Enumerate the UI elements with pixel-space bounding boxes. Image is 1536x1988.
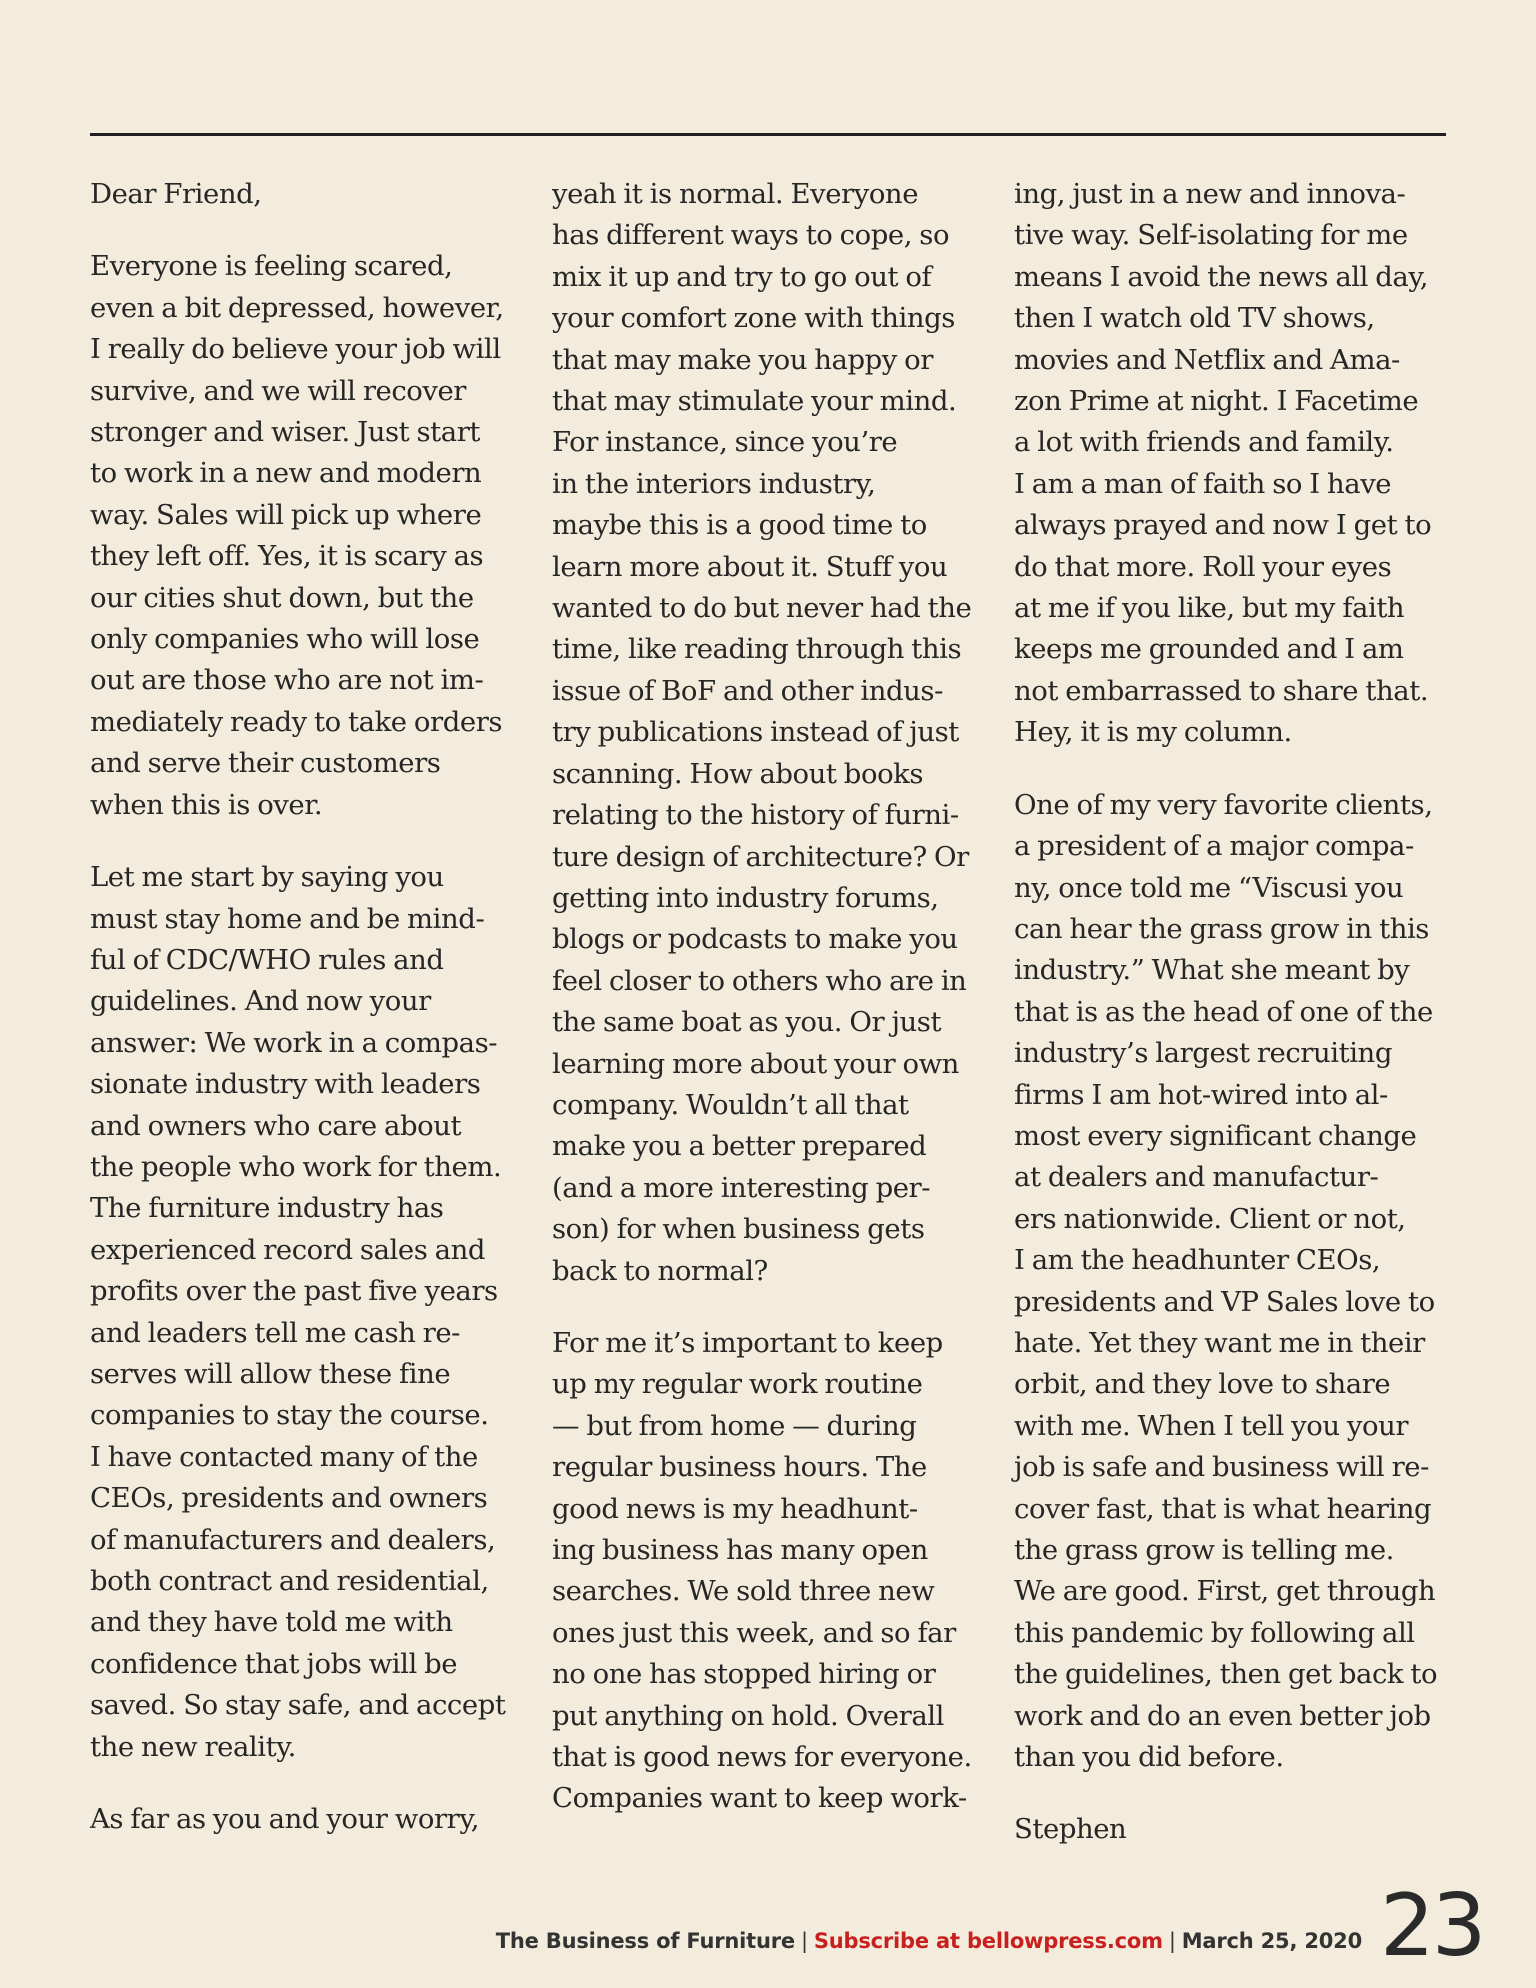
article-paragraph [1014,1809,1458,1850]
text-line: and they have told me with [90,1606,453,1639]
text-line: that may stimulate your mind. [552,385,957,418]
text-line: industry’s largest recruiting [1014,1037,1392,1070]
text-line: to work in a new and modern [90,457,482,490]
article-paragraph [552,174,996,1292]
text-line: relating to the history of furni- [552,799,959,832]
text-line: CEOs, presidents and owners [90,1482,488,1515]
text-line: good news is my headhunt- [552,1492,918,1525]
text-line: back to normal? [552,1254,768,1287]
text-line: I am the headhunter CEOs, [1014,1244,1381,1277]
text-line: I really do believe your job will [90,333,501,366]
text-line: with me. When I tell you your [1014,1409,1409,1442]
text-line: ture design of architecture? Or [552,840,969,873]
text-line: a lot with friends and family. [1014,426,1394,459]
article-column-3 [1014,174,1458,1882]
text-line: For me it’s important to keep [552,1326,943,1359]
text-line: Stephen [1014,1813,1127,1846]
text-line: they left off. Yes, it is scary as [90,540,484,573]
text-line: getting into industry forums, [552,881,939,914]
text-line: survive, and we will recover [90,374,467,407]
text-line: companies to stay the course. [90,1399,489,1432]
text-line: in the interiors industry, [552,467,876,500]
article-paragraph [1014,174,1458,754]
text-line: way. Sales will pick up where [90,498,482,531]
text-line: — but from home — during [552,1409,917,1442]
footer-credits [496,1929,1362,1953]
text-line: only companies who will lose [90,623,480,656]
text-line: the people who work for them. [90,1150,502,1183]
issue-date: March 25, 2020 [1181,1929,1362,1953]
text-line: cover fast, that is what hearing [1014,1492,1432,1525]
text-line: For instance, since you’re [552,426,898,459]
text-line: (and a more interesting per- [552,1171,931,1204]
text-line: learn more about it. Stuff you [552,550,948,583]
text-line: the guidelines, then get back to [1014,1658,1438,1691]
text-line: I am a man of faith so I have [1014,467,1392,500]
text-line: sionate industry with leaders [90,1068,481,1101]
text-line: this pandemic by following all [1014,1616,1415,1649]
text-line: Dear Friend, [90,178,262,210]
text-line: put anything on hold. Overall [552,1699,944,1732]
text-line: son) for when business gets [552,1213,925,1246]
text-line: presidents and VP Sales love to [1014,1285,1435,1318]
text-line: ers nationwide. Client or not, [1014,1202,1406,1235]
text-line: One of my very favorite clients, [1014,788,1433,821]
text-line: yeah it is normal. Everyone [552,178,919,210]
text-line: our cities shut down, but the [90,581,474,614]
text-line: of manufacturers and dealers, [90,1523,496,1556]
article-paragraph [90,174,534,215]
text-line: and owners who care about [90,1109,462,1142]
text-line: firms I am hot-wired into al- [1014,1078,1388,1111]
text-line: not embarrassed to share that. [1014,674,1429,707]
article-paragraph [1014,785,1458,1779]
text-line: experienced record sales and [90,1233,486,1266]
footer-separator: | [800,1929,808,1953]
text-line: profits over the past five years [90,1275,498,1308]
text-line: ful of CDC/WHO rules and [90,943,444,976]
text-line: wanted to do but never had the [552,592,972,625]
text-line: always prayed and now I get to [1014,509,1432,542]
text-line: ny, once told me “Viscusi you [1014,871,1404,904]
text-line: even a bit depressed, however, [90,291,504,324]
text-line: Everyone is feeling scared, [90,250,453,283]
article-column-1 [90,174,534,1871]
text-line: scanning. How about books [552,757,924,790]
text-line: Let me start by saying you [90,861,444,894]
text-line: hate. Yet they want me in their [1014,1326,1425,1359]
text-line: has different ways to cope, so [552,219,950,252]
text-line: job is safe and business will re- [1014,1451,1429,1484]
footer-separator: | [1168,1929,1176,1953]
text-line: confidence that jobs will be [90,1647,458,1680]
text-line: mediately ready to take orders [90,705,503,738]
text-line: that is as the head of one of the [1014,995,1433,1028]
text-line: ing, just in a new and innova- [1014,178,1406,210]
text-line: searches. We sold three new [552,1575,935,1608]
text-line: can hear the grass grow in this [1014,912,1429,945]
text-line: most every significant change [1014,1119,1417,1152]
text-line: when this is over. [90,788,323,821]
article-column-2 [552,174,996,1851]
text-line: feel closer to others who are in [552,964,967,997]
text-line: means I avoid the news all day, [1014,260,1429,293]
text-line: orbit, and they love to share [1014,1368,1391,1401]
text-line: company. Wouldn’t all that [552,1088,909,1121]
article-paragraph [90,246,534,826]
text-line: the new reality. [90,1730,296,1763]
text-line: do that more. Roll your eyes [1014,550,1392,583]
article-paragraph [90,1799,534,1840]
text-line: We are good. First, get through [1014,1575,1436,1608]
subscribe-link[interactable]: Subscribe at bellowpress.com [813,1929,1163,1953]
text-line: blogs or podcasts to make you [552,923,958,956]
text-line: saved. So stay safe, and accept [90,1689,506,1722]
text-line: and serve their customers [90,747,441,780]
text-line: regular business hours. The [552,1451,927,1484]
page-number: 23 [1380,1876,1484,1976]
text-line: no one has stopped hiring or [552,1658,936,1691]
text-line: must stay home and be mind- [90,902,485,935]
text-line: answer: We work in a compas- [90,1026,498,1059]
text-line: I have contacted many of the [90,1440,478,1473]
text-line: at dealers and manufactur- [1014,1161,1379,1194]
text-line: keeps me grounded and I am [1014,633,1404,666]
text-line: ones just this week, and so far [552,1616,956,1649]
text-line: that is good news for everyone. [552,1741,972,1774]
text-line: maybe this is a good time to [552,509,927,542]
text-line: guidelines. And now your [90,985,431,1018]
text-line: Companies want to keep work- [552,1782,967,1815]
text-line: and leaders tell me cash re- [90,1316,461,1349]
text-line: ing business has many open [552,1534,928,1566]
text-line: The furniture industry has [90,1192,444,1225]
publication-name: The Business of Furniture [495,1929,795,1953]
text-line: tive way. Self-isolating for me [1014,219,1408,252]
text-line: your comfort zone with things [552,302,955,335]
text-line: the grass grow is telling me. [1014,1534,1394,1566]
text-line: zon Prime at night. I Facetime [1014,385,1419,418]
article-paragraph [90,857,534,1768]
text-line: work and do an even better job [1014,1699,1431,1732]
text-line: try publications instead of just [552,716,959,749]
text-line: out are those who are not im- [90,664,484,697]
text-line: a president of a major compa- [1014,830,1414,863]
text-line: industry.” What she meant by [1014,954,1410,987]
article-paragraph [552,1323,996,1820]
text-line: serves will allow these fine [90,1357,451,1390]
text-line: time, like reading through this [552,633,962,666]
text-line: that may make you happy or [552,343,933,376]
text-line: As far as you and your worry, [90,1803,480,1836]
text-line: stronger and wiser. Just start [90,416,481,449]
text-line: up my regular work routine [552,1368,923,1401]
text-line: at me if you like, but my faith [1014,592,1405,625]
text-line: than you did before. [1014,1741,1284,1774]
text-line: issue of BoF and other indus- [552,674,943,707]
text-line: movies and Netflix and Ama- [1014,343,1400,376]
text-line: Hey, it is my column. [1014,716,1292,749]
top-rule [90,133,1446,136]
text-line: the same boat as you. Or just [552,1006,942,1039]
text-line: both contract and residential, [90,1565,489,1597]
text-line: make you a better prepared [552,1130,927,1163]
text-line: then I watch old TV shows, [1014,302,1375,335]
text-line: mix it up and try to go out of [552,260,932,293]
text-line: learning more about your own [552,1047,959,1080]
